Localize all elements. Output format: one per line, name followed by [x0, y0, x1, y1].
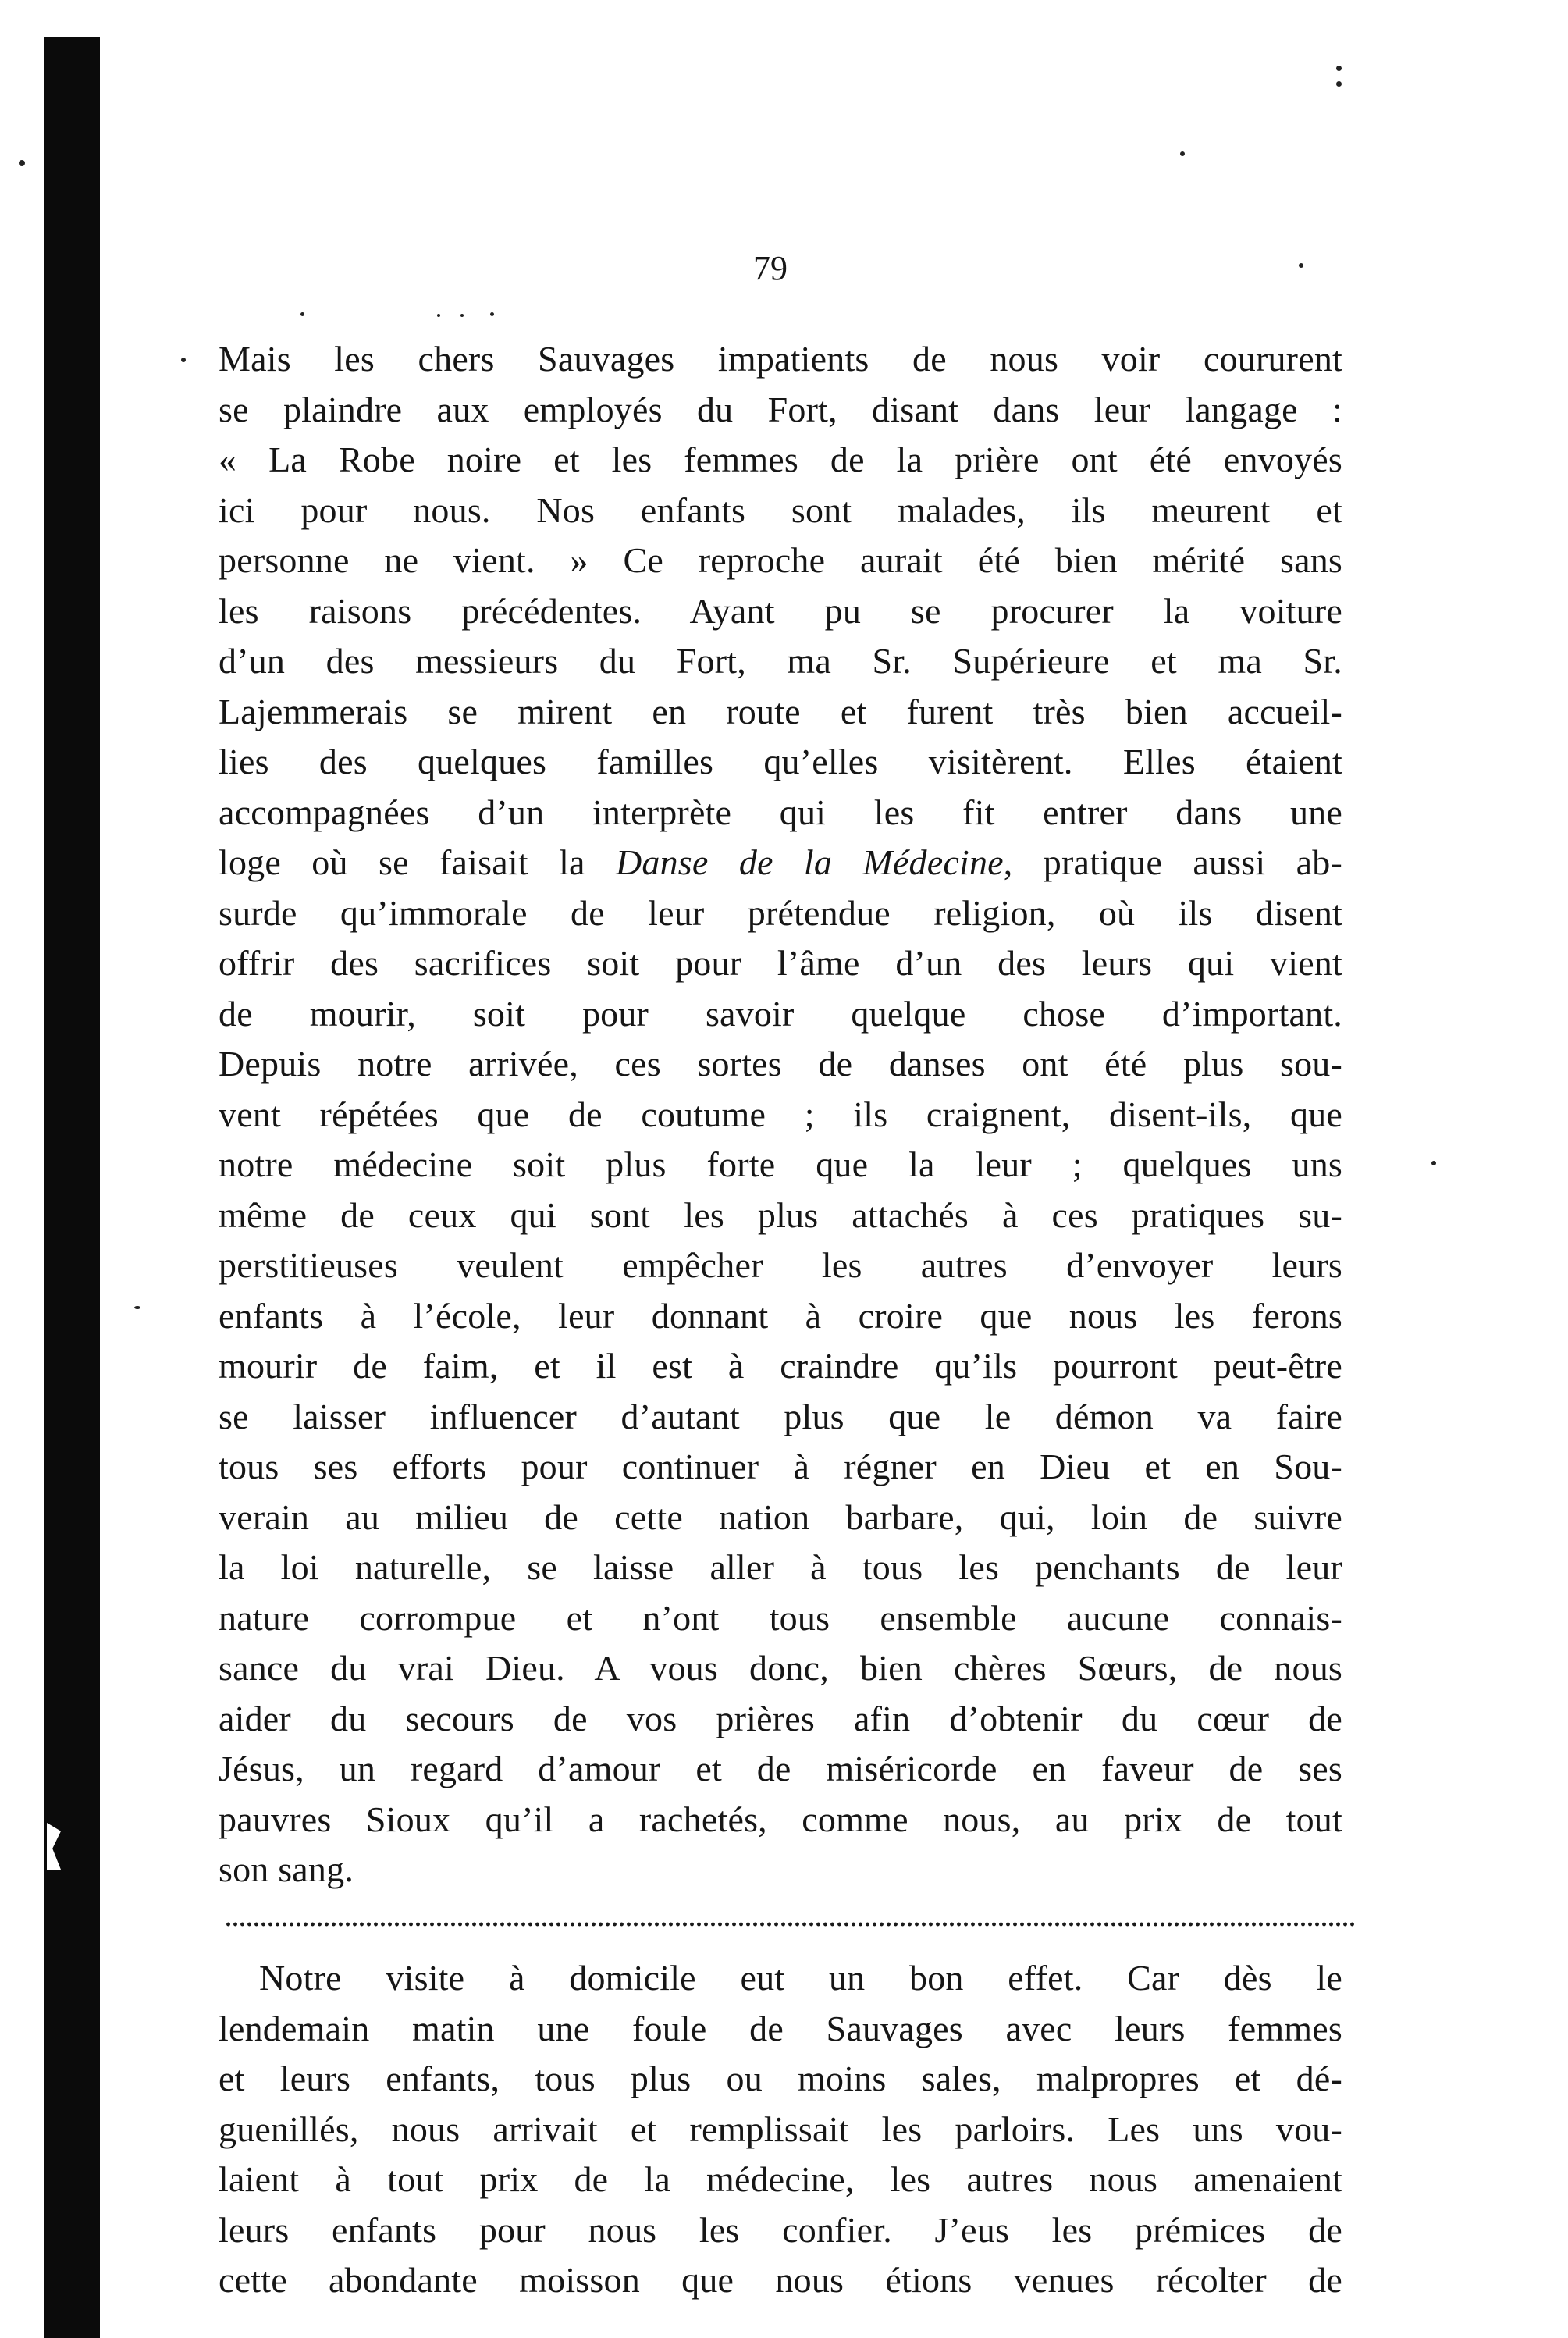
text-line: d’un des messieurs du Fort, ma Sr. Supérieure et ma Sr.: [219, 641, 1342, 681]
scan-speck: [1299, 263, 1303, 268]
text-fragment: loge où se faisait la: [219, 842, 616, 882]
text-line: enfants à l’école, leur donnant à croire que nous les ferons: [219, 1295, 1342, 1336]
scan-speck: [181, 358, 186, 362]
paragraph-2: [219, 1953, 1342, 2306]
text-line: Notre visite à domicile eut un bon effet. Car dès le: [259, 1958, 1342, 1998]
text-line: cette abondante moisson que nous étions venues récolter de: [219, 2260, 1342, 2300]
text-line: mourir de faim, et il est à craindre qu’ils pourront peut-être: [219, 1346, 1342, 1386]
text-line: personne ne vient. » Ce reproche aurait été bien mérité sans: [219, 540, 1342, 580]
text-line: guenillés, nous arrivait et remplissait les parloirs. Les uns vou-: [219, 2108, 1342, 2149]
text-line: vent répétées que de coutume ; ils craignent, disent-ils, que: [219, 1094, 1342, 1134]
text-line: nature corrompue et n’ont tous ensemble aucune connais-: [219, 1597, 1342, 1638]
scan-speck: [1336, 66, 1342, 71]
text-line: de mourir, soit pour savoir quelque chose d’important.: [219, 993, 1342, 1034]
text-line: lies des quelques familles qu’elles visitèrent. Elles étaient: [219, 742, 1342, 781]
scan-speck: [1180, 151, 1185, 156]
scan-speck: [1336, 81, 1342, 87]
text-line: notre médecine soit plus forte que la leur ; quelques uns: [219, 1144, 1342, 1184]
text-line: offrir des sacrifices soit pour l’âme d’un des leurs qui vient: [219, 943, 1342, 983]
dotted-separator: [225, 1922, 1355, 1927]
text-line: [219, 838, 1342, 888]
text-line: ici pour nous. Nos enfants sont malades, ils meurent et: [219, 489, 1342, 530]
text-line: laient à tout prix de la médecine, les autres nous amenaient: [219, 2159, 1342, 2199]
scan-speck: [490, 312, 494, 316]
scan-speck: [134, 1306, 140, 1309]
binding-spine-shadow: [44, 37, 100, 2338]
text-line: les raisons précédentes. Ayant pu se procurer la voiture: [219, 590, 1342, 631]
text-line: la loi naturelle, se laisse aller à tous les penchants de leur: [219, 1547, 1342, 1587]
text-line: Jésus, un regard d’amour et de miséricorde en faveur de ses: [219, 1749, 1342, 1788]
text-line: sance du vrai Dieu. A vous donc, bien chères Sœurs, de nous: [219, 1648, 1342, 1688]
text-line: leurs enfants pour nous les confier. J’eus les prémices de: [219, 2209, 1342, 2250]
text-line: même de ceux qui sont les plus attachés à ces pratiques su-: [219, 1194, 1342, 1235]
text-line: aider du secours de vos prières afin d’obtenir du cœur de: [219, 1698, 1342, 1738]
text-line: Lajemmerais se mirent en route et furent très bien accueil-: [219, 691, 1342, 731]
scan-speck: [300, 312, 304, 316]
text-line: se laisser influencer d’autant plus que le démon va faire: [219, 1396, 1342, 1436]
scan-speck: [437, 314, 440, 317]
text-line: pauvres Sioux qu’il a rachetés, comme nous, au prix de tout: [219, 1799, 1342, 1839]
italic-title: Danse de la Médecine: [615, 842, 1004, 882]
text-line: perstitieuses veulent empêcher les autres d’envoyer leurs: [219, 1245, 1342, 1285]
text-line: accompagnées d’un interprète qui les fit entrer dans une: [219, 792, 1342, 832]
page-number: 79: [753, 249, 788, 287]
scan-speck: [460, 314, 464, 317]
text-line: son sang.: [219, 1849, 354, 1889]
text-line: se plaindre aux employés du Fort, disant dans leur langage :: [219, 389, 1342, 429]
text-fragment: , pratique aussi ab-: [1003, 842, 1342, 882]
text-line: Mais les chers Sauvages impatients de nous voir coururent: [219, 339, 1342, 379]
text-line: et leurs enfants, tous plus ou moins sales, malpropres et dé-: [219, 2059, 1342, 2098]
text-line: tous ses efforts pour continuer à régner en Dieu et en Sou-: [219, 1447, 1342, 1486]
text-line: surde qu’immorale de leur prétendue religion, où ils disent: [219, 892, 1342, 933]
text-line: « La Robe noire et les femmes de la prière ont été envoyés: [219, 439, 1342, 479]
text-line: Depuis notre arrivée, ces sortes de danses ont été plus sou-: [219, 1044, 1342, 1084]
text-line: verain au milieu de cette nation barbare, qui, loin de suivre: [219, 1496, 1342, 1537]
paragraph-1: [219, 334, 1342, 1895]
scan-speck: [19, 160, 25, 166]
scan-speck: [1431, 1161, 1436, 1165]
text-line: lendemain matin une foule de Sauvages avec leurs femmes: [219, 2008, 1342, 2048]
